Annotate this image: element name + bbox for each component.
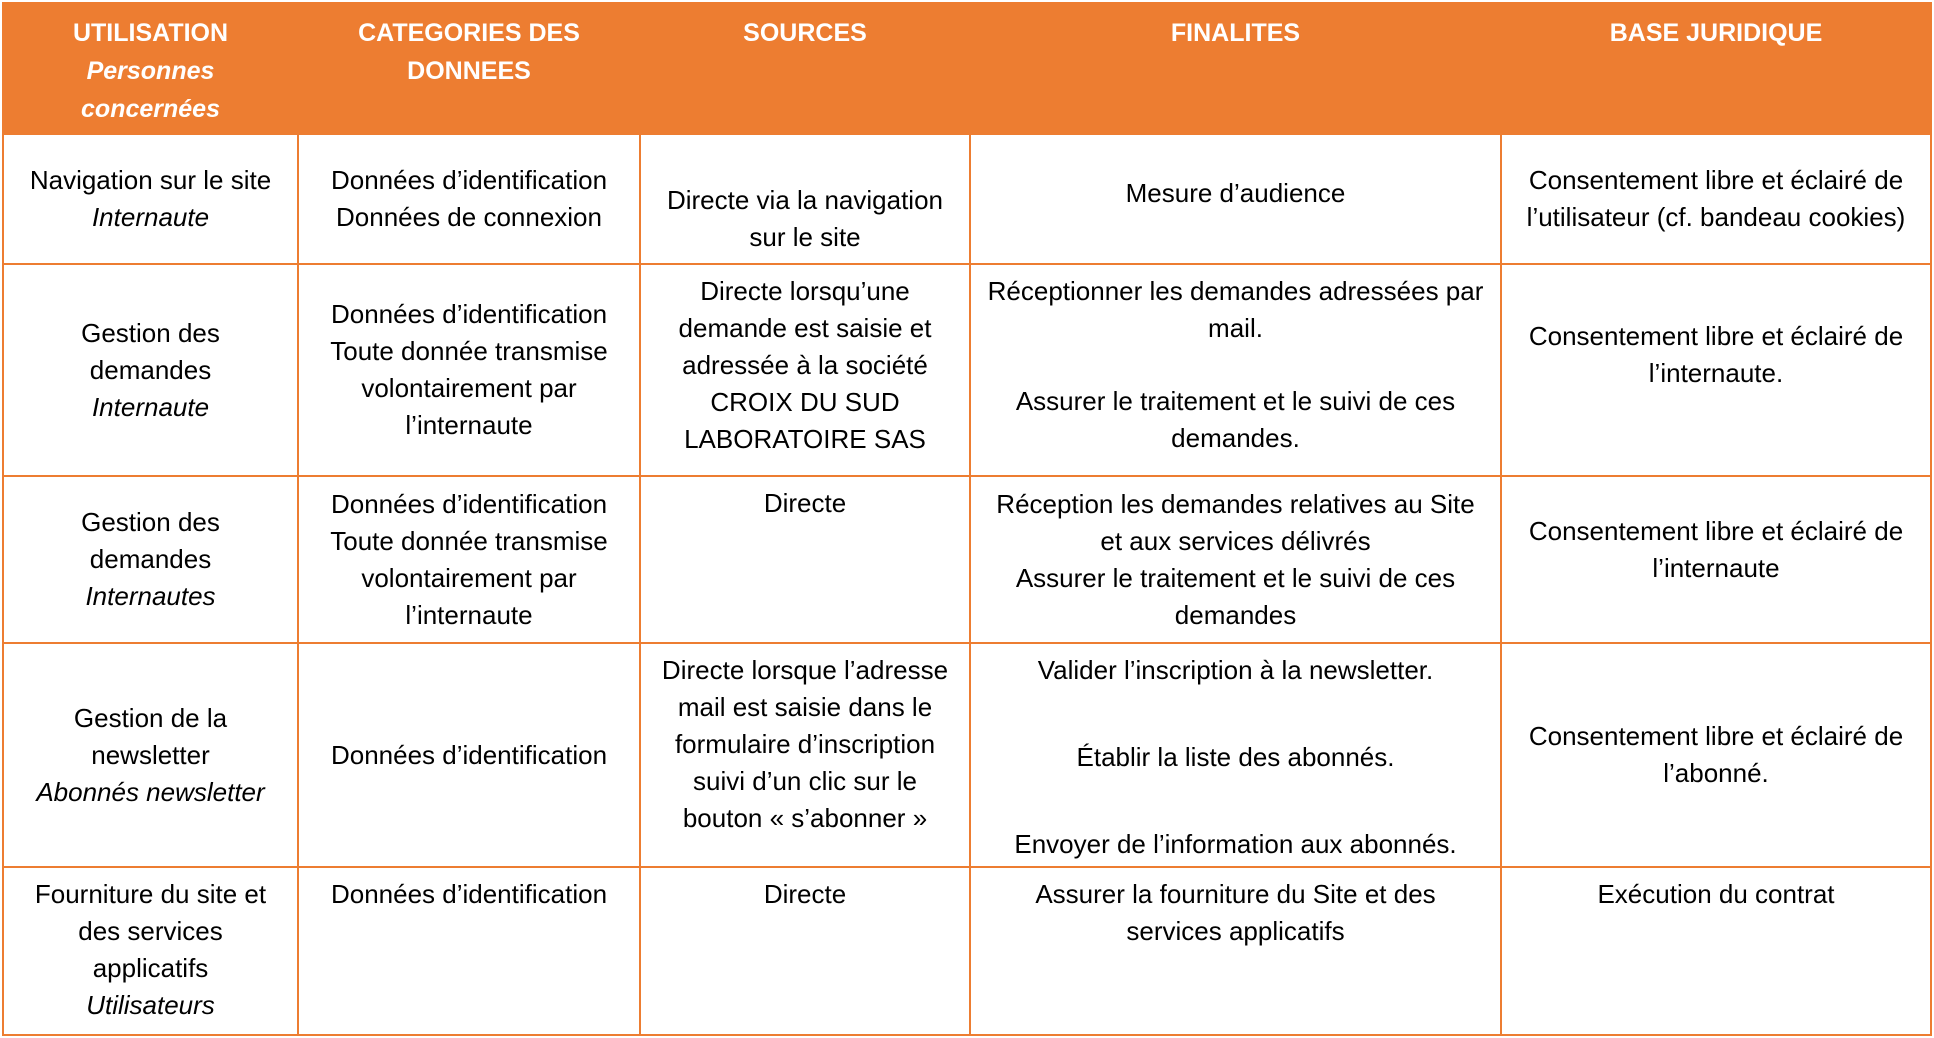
sources-text: Directe lorsque l’adresse mail est saisie dans le formulaire d’inscription suivi d’un clic sur le bouton « s’abonner » <box>661 655 949 833</box>
cell-base-juridique <box>1501 867 1931 1035</box>
base-text: Consentement libre et éclairé de l’utilisateur (cf. bandeau cookies) <box>1526 165 1906 232</box>
header-finalites-label: FINALITES <box>1170 19 1301 47</box>
finalite-item: Assurer la fourniture du Site et des services applicatifs <box>1035 879 1436 946</box>
cell-utilisation <box>3 134 298 264</box>
sources-text: Directe lorsqu’une demande est saisie et adressée à la société CROIX DU SUD LABORATOIRE SAS <box>678 276 932 454</box>
base-text: Consentement libre et éclairé de l’internaute <box>1528 515 1904 583</box>
processing-table <box>2 2 1932 1036</box>
cell-categories <box>298 643 640 867</box>
cell-base-juridique <box>1501 476 1931 643</box>
finalite-item: Valider l’inscription à la newsletter. <box>1037 655 1434 685</box>
table-header-row <box>3 3 1931 134</box>
category-item: Toute donnée transmise volontairement par l’internaute <box>330 525 608 630</box>
header-sources <box>640 3 970 134</box>
header-utilisation <box>3 3 298 134</box>
category-item: Données d’identification <box>330 488 608 519</box>
cell-sources <box>640 476 970 643</box>
base-text: Exécution du contrat <box>1597 879 1835 909</box>
finalite-item: Mesure d’audience <box>1125 177 1346 208</box>
category-item: Données d’identification <box>330 299 608 329</box>
header-categories-label: CATEGORIES DES DONNEES <box>358 19 580 85</box>
finalite-item: Assurer le traitement et le suivi de ces demandes <box>1015 562 1456 630</box>
cell-base-juridique <box>1501 264 1931 476</box>
cell-sources <box>640 134 970 264</box>
cell-categories <box>298 264 640 476</box>
cell-finalites <box>970 867 1501 1035</box>
personnes-label: Internaute <box>91 202 210 232</box>
finalite-item: Réceptionner les demandes adressées par mail. <box>987 276 1484 343</box>
header-personnes-label: Personnes concernées <box>81 57 220 123</box>
cell-utilisation <box>3 264 298 476</box>
header-sources-label: SOURCES <box>743 19 867 47</box>
cell-utilisation <box>3 643 298 867</box>
data-processing-document <box>2 2 1930 1036</box>
utilisation-label: Navigation sur le site <box>29 165 272 195</box>
personnes-label: Utilisateurs <box>86 990 215 1020</box>
personnes-label: Abonnés newsletter <box>36 776 265 807</box>
sources-text: Directe via la navigation sur le site <box>666 185 944 252</box>
personnes-label: Internautes <box>85 581 216 611</box>
header-utilisation-label: UTILISATION <box>72 19 229 47</box>
finalite-item: Assurer le traitement et le suivi de ces demandes. <box>1015 386 1456 453</box>
table-row <box>3 264 1931 476</box>
table-row <box>3 134 1931 264</box>
header-base-label: BASE JURIDIQUE <box>1609 19 1823 47</box>
cell-sources <box>640 643 970 867</box>
cell-base-juridique <box>1501 643 1931 867</box>
header-base-juridique <box>1501 3 1931 134</box>
finalite-item: Réception les demandes relatives au Site et aux services délivrés <box>996 488 1475 556</box>
table-row <box>3 476 1931 643</box>
header-finalites <box>970 3 1501 134</box>
category-item: Données d’identification <box>330 739 608 770</box>
finalite-item: Envoyer de l’information aux abonnés. <box>1014 829 1457 859</box>
finalite-item: Établir la liste des abonnés. <box>1076 742 1395 772</box>
cell-finalites <box>970 476 1501 643</box>
utilisation-label: Gestion de la newsletter <box>73 702 228 770</box>
sources-text: Directe <box>763 879 847 909</box>
cell-categories <box>298 134 640 264</box>
utilisation-label: Gestion des demandes <box>81 317 220 385</box>
cell-categories <box>298 476 640 643</box>
base-text: Consentement libre et éclairé de l’abonné. <box>1528 721 1904 788</box>
header-categories <box>298 3 640 134</box>
category-item: Données de connexion <box>336 202 602 232</box>
category-item: Données d’identification <box>330 165 608 195</box>
cell-utilisation <box>3 867 298 1035</box>
cell-finalites <box>970 134 1501 264</box>
base-text: Consentement libre et éclairé de l’internaute. <box>1528 321 1904 388</box>
sources-text: Directe <box>763 488 847 518</box>
category-item: Toute donnée transmise volontairement par l’internaute <box>330 336 608 440</box>
cell-sources <box>640 867 970 1035</box>
cell-finalites <box>970 643 1501 867</box>
cell-utilisation <box>3 476 298 643</box>
table-row <box>3 643 1931 867</box>
cell-finalites <box>970 264 1501 476</box>
utilisation-label: Fourniture du site et des services applicatifs <box>34 879 267 983</box>
table-row <box>3 867 1931 1035</box>
cell-categories <box>298 867 640 1035</box>
utilisation-label: Gestion des demandes <box>81 507 220 574</box>
personnes-label: Internaute <box>91 391 210 422</box>
cell-sources <box>640 264 970 476</box>
category-item: Données d’identification <box>330 879 608 909</box>
cell-base-juridique <box>1501 134 1931 264</box>
